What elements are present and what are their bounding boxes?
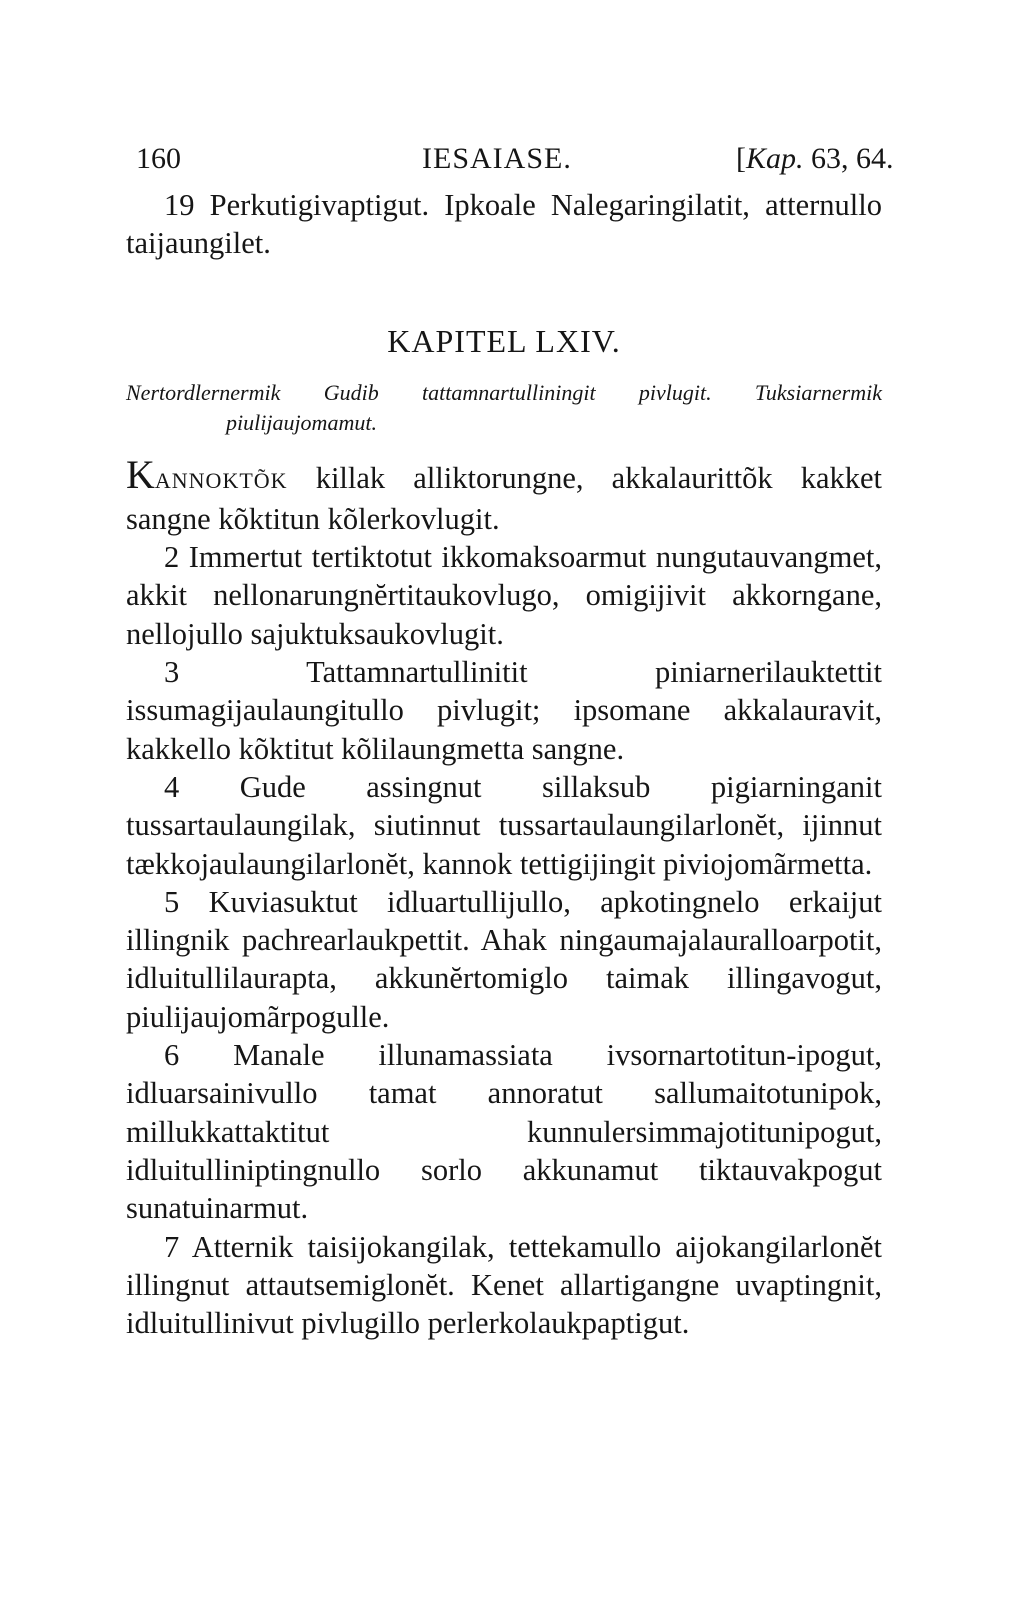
chapter-heading: KAPITEL LXIV.: [387, 322, 621, 359]
verse-1: [126, 451, 882, 539]
verse-5: 5 Kuviasuktut idluartullijullo, apkotingnelo erkaijut illingnik pachrearlaukpettit. Ahak ningaumajalauralloarpotit, idluitullilaurapta, akkunĕrtomiglo taimak illingavogut, piulijaujomãrpogulle.: [126, 884, 882, 1034]
running-head: [126, 142, 894, 186]
chapter-summary: Nertordlernermik Gudib tattamnartulliningit pivlugit. Tuksiarnermik piulijaujomamut.: [126, 379, 882, 435]
bracket-open: [: [736, 142, 746, 175]
chapter-label: Kap.: [746, 142, 804, 175]
verse-1-initial: K: [126, 451, 155, 497]
verse-1-smallcaps: ANNOKTÕK: [154, 467, 288, 493]
book-title: IESAIASE.: [422, 142, 572, 175]
chapter-numbers: 63, 64.: [811, 142, 894, 175]
verse-1-text: killak alliktorungne, akkalaurittõk kakket sangne kõktitun kõlerkovlugit.: [126, 460, 882, 536]
verse-4: 4 Gude assingnut sillaksub pigiarninganit tussartaulaungilak, siutinnut tussartaulaungilarlonĕt, ijinnut tækkojaulaungilarlonĕt, kannok tettigijingit piviojomãrmetta.: [126, 769, 882, 881]
book-page: [126, 142, 894, 1342]
verse-7: 7 Atternik taisijokangilak, tettekamullo aijokangilarlonĕt illingnut attautsemiglonĕt. Kenet allartigangne uvaptingnit, idluitullinivut pivlugillo perlerkolaukpaptigut.: [126, 1229, 882, 1341]
chapter-reference: [736, 142, 894, 176]
carryover-verse-19: 19 Perkutigivaptigut. Ipkoale Nalegaringilatit, atternullo taijaungilet.: [126, 188, 882, 261]
page-number: 160: [136, 142, 181, 175]
verse-2: 2 Immertut tertiktotut ikkomaksoarmut nungutauvangmet, akkit nellonarungnĕrtitaukovlugo, omigijivit akkorngane, nellojullo sajuktuksaukovlugit.: [126, 540, 882, 651]
verse-3: 3 Tattamnartullinitit piniarnerilauktettit issumagijaulaungitullo pivlugit; ipsomane akkalauravit, kakkello kõktitut kõlilaungmetta sangne.: [126, 655, 882, 766]
verse-6: 6 Manale illunamassiata ivsornartotitun-ipogut, idluarsainivullo tamat annoratut sallumaitotunipok, millukkattaktitut kunnulersimmajotitunipogut, idluitulliniptingnullo sorlo akkunamut tiktauvakpogut sunatuinarmut.: [126, 1038, 882, 1226]
